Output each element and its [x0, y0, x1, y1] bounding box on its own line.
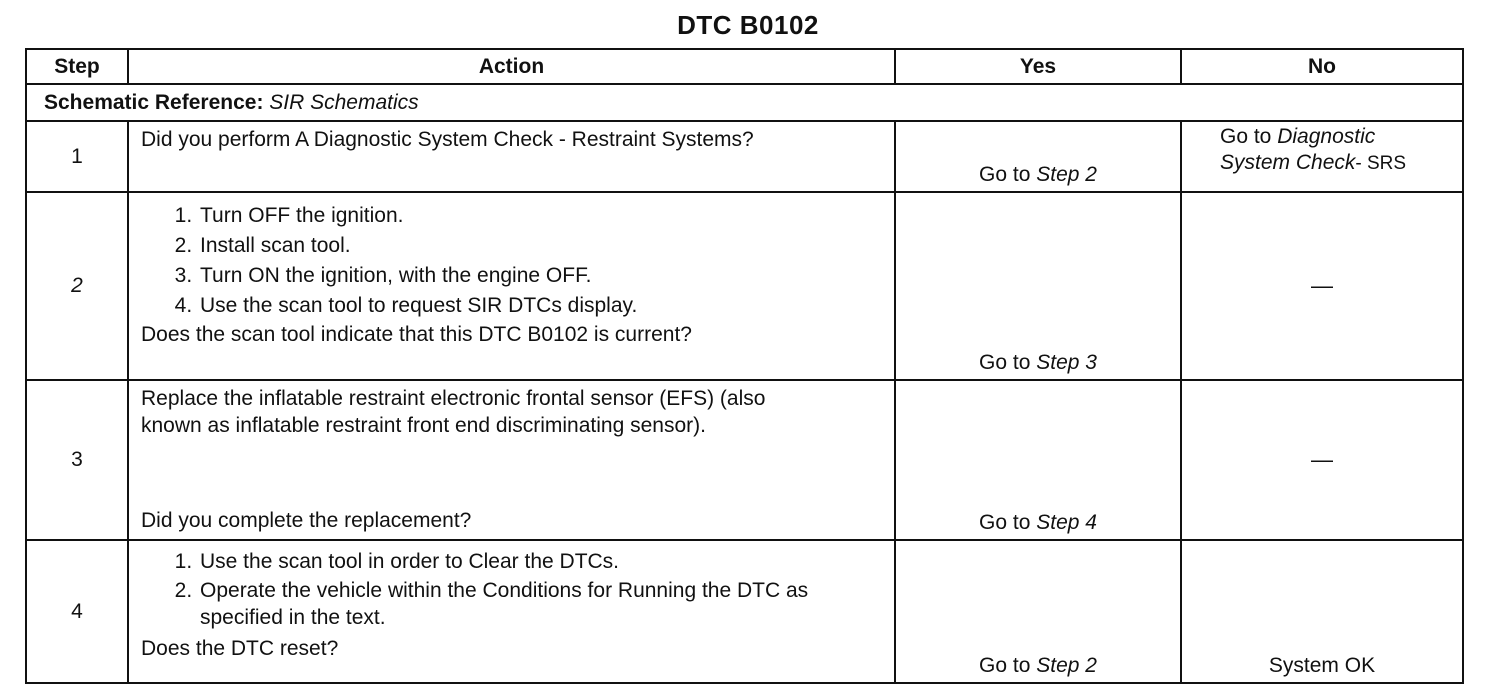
no-cell	[1181, 121, 1463, 192]
list-item: 1. Use the scan tool in order to Clear the DTCs.	[198, 547, 882, 577]
table-row	[26, 121, 1463, 192]
yes-cell	[895, 540, 1181, 683]
step-number: 1	[26, 121, 128, 192]
no-cell	[1181, 540, 1463, 683]
no-suffix: - SRS	[1355, 153, 1407, 174]
action-list	[141, 201, 882, 321]
list-item: 2. Operate the vehicle within the Conditions for Running the DTC as specified in the text.	[198, 577, 882, 631]
yes-cell	[895, 121, 1181, 192]
yes-prefix: Go to	[979, 351, 1031, 374]
yes-cell	[895, 192, 1181, 380]
action-cell	[128, 121, 895, 192]
schematic-reference-link[interactable]: SIR Schematics	[269, 90, 419, 114]
action-text: Replace the inflatable restraint electronic frontal sensor (EFS) (also known as inflatable restraint front end discriminating sensor).	[141, 387, 766, 437]
table-row	[26, 540, 1463, 683]
yes-step-link[interactable]: Step 2	[1036, 654, 1097, 677]
no-dash: —	[1311, 273, 1333, 298]
no-cell	[1181, 192, 1463, 380]
action-question: Did you perform A Diagnostic System Check - Restraint Systems?	[141, 128, 754, 151]
action-question: Did you complete the replacement?	[141, 509, 472, 532]
step-number	[26, 192, 128, 380]
schematic-reference-label: Schematic Reference:	[44, 90, 264, 114]
yes-prefix: Go to	[979, 511, 1031, 534]
step-number: 3	[26, 380, 128, 540]
document-title: DTC B0102	[677, 10, 819, 40]
table-row	[26, 380, 1463, 540]
no-dash: —	[1311, 447, 1333, 472]
action-cell	[128, 192, 895, 380]
list-item: 3. Turn ON the ignition, with the engine OFF.	[198, 261, 882, 291]
step-number: 4	[26, 540, 128, 683]
action-cell	[128, 540, 895, 683]
header-yes: Yes	[895, 49, 1181, 84]
list-item: 1. Turn OFF the ignition.	[198, 201, 882, 231]
action-cell	[128, 380, 895, 540]
yes-step-link[interactable]: Step 2	[1036, 163, 1097, 186]
schematic-reference-row	[26, 84, 1463, 121]
yes-prefix: Go to	[979, 654, 1031, 677]
yes-cell	[895, 380, 1181, 540]
step-number-text: 2	[71, 274, 83, 297]
no-prefix: Go to	[1220, 125, 1272, 148]
action-list	[141, 547, 882, 631]
no-result: System OK	[1268, 654, 1376, 677]
list-item: 2. Install scan tool.	[198, 231, 882, 261]
yes-prefix: Go to	[979, 163, 1031, 186]
table-row	[26, 192, 1463, 380]
no-cell	[1181, 380, 1463, 540]
yes-step-link[interactable]: Step 4	[1036, 511, 1097, 534]
diagnostic-table	[25, 48, 1464, 684]
schematic-reference	[26, 84, 1463, 121]
no-link-line1[interactable]: Diagnostic	[1277, 125, 1376, 148]
action-question: Does the DTC reset?	[141, 637, 339, 660]
header-no: No	[1181, 49, 1463, 84]
no-link-line2[interactable]: System Check	[1220, 151, 1356, 174]
header-step: Step	[26, 49, 128, 84]
header-action: Action	[128, 49, 895, 84]
header-row	[26, 49, 1463, 84]
yes-step-link[interactable]: Step 3	[1036, 351, 1097, 374]
list-item: 4. Use the scan tool to request SIR DTCs display.	[198, 291, 882, 321]
action-question: Does the scan tool indicate that this DTC B0102 is current?	[141, 323, 692, 346]
